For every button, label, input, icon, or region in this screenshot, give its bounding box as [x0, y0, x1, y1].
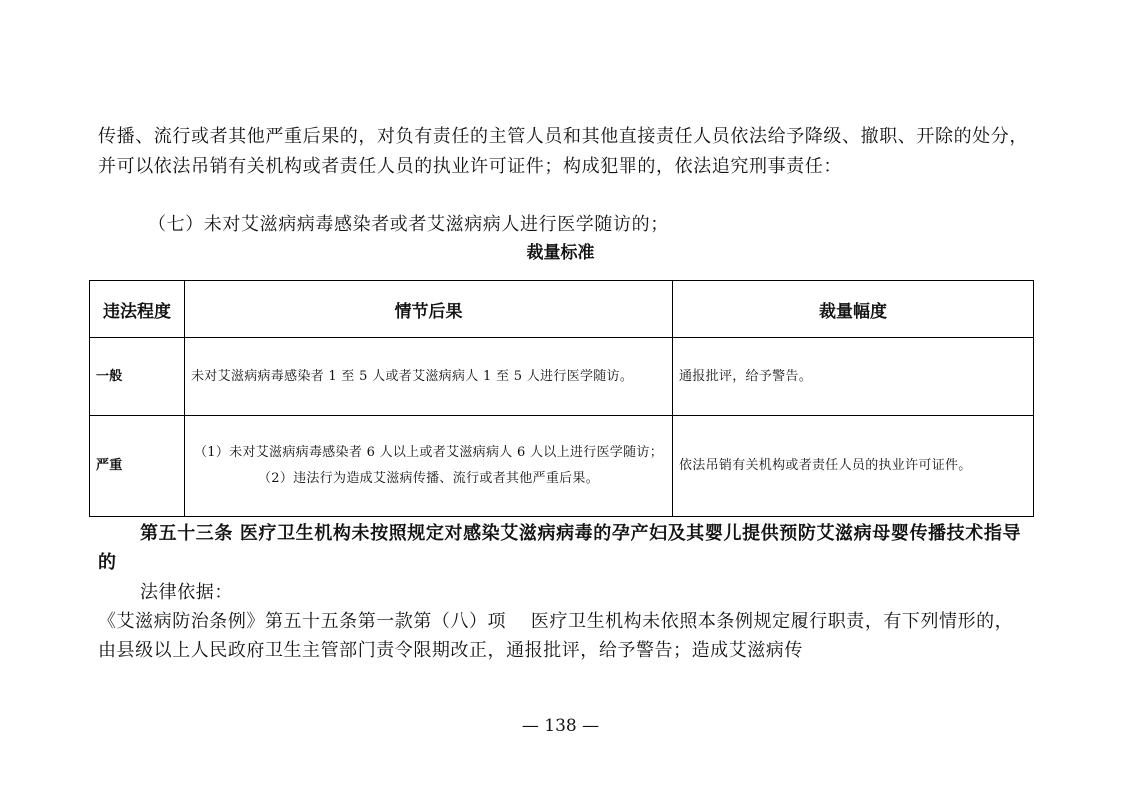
page-number: — 138 — — [521, 716, 600, 736]
article-heading: 第五十三条 医疗卫生机构未按照规定对感染艾滋病病毒的孕产妇及其婴儿提供预防艾滋病母婴传播技术指导的 — [98, 523, 1022, 573]
cell-circumstance-serious: （1）未对艾滋病病毒感染者 6 人以上或者艾滋病病人 6 人以上进行医学随访；（2）违法行为造成艾滋病传播、流行或者其他严重后果。 — [185, 416, 673, 517]
discretion-standard-table — [89, 280, 1034, 517]
cell-circumstance-general: 未对艾滋病病毒感染者 1 至 5 人或者艾滋病病人 1 至 5 人进行医学随访。 — [185, 338, 673, 416]
cell-penalty-general: 通报批评，给予警告。 — [673, 338, 1034, 416]
table-row — [90, 338, 1034, 416]
legal-basis-label: 法律依据： — [140, 582, 233, 603]
header-violation-degree: 违法程度 — [90, 281, 185, 338]
table-header-row — [90, 281, 1034, 338]
cell-level-general: 一般 — [90, 338, 185, 416]
paragraph-penalty-continuation: 传播、流行或者其他严重后果的，对负有责任的主管人员和其他直接责任人员依法给予降级、撤职、开除的处分，并可以依法吊销有关机构或者责任人员的执业许可证件；构成犯罪的，依法追究刑事责任： — [98, 126, 1028, 177]
paragraph-item-seven: （七）未对艾滋病病毒感染者或者艾滋病病人进行医学随访的； — [148, 214, 669, 235]
header-circumstance: 情节后果 — [185, 281, 673, 338]
table-row — [90, 416, 1034, 517]
cell-penalty-serious: 依法吊销有关机构或者责任人员的执业许可证件。 — [673, 416, 1034, 517]
legal-basis-text: 《艾滋病防治条例》第五十五条第一款第（八）项 医疗卫生机构未依照本条例规定履行职责，有下列情形的，由县级以上人民政府卫生主管部门责令限期改正，通报批评，给予警告；造成艾滋病传 — [98, 611, 1014, 661]
cell-level-serious: 严重 — [90, 416, 185, 517]
table-caption: 裁量标准 — [526, 243, 595, 263]
header-penalty-range: 裁量幅度 — [673, 281, 1034, 338]
